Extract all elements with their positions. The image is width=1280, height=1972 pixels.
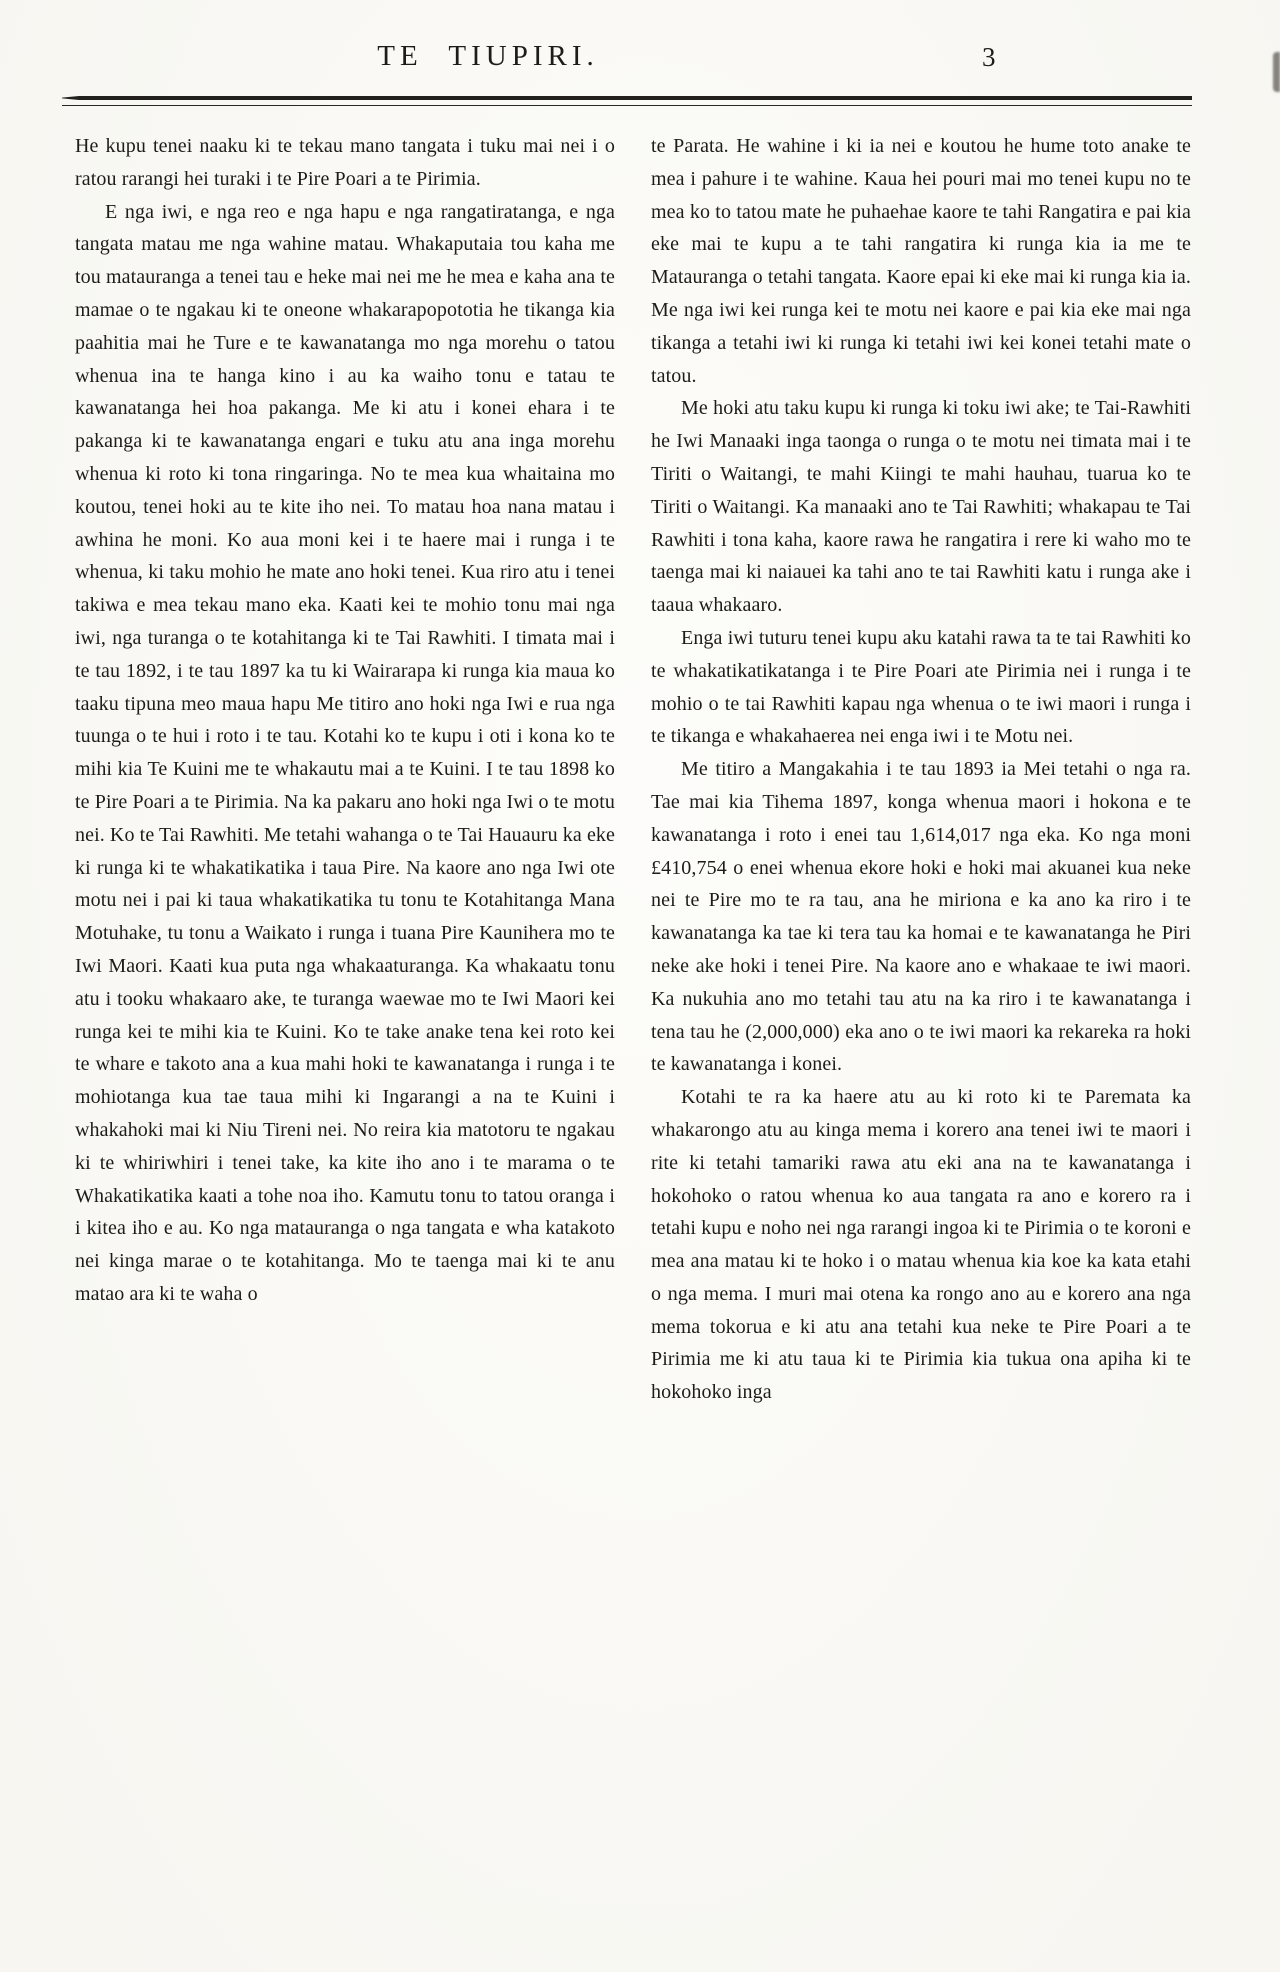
header-rule: [62, 96, 1192, 106]
article-paragraph: Me hoki atu taku kupu ki runga ki toku iwi ake; te Tai-Rawhiti he Iwi Manaaki inga taonga o runga o te motu nei timata mai i te Tiriti o Waitangi, te mahi Kiingi te mahi hauhau, tuarua ko te Tiriti o Waitangi. Ka manaaki ano te Tai Rawhiti; whakapau te Tai Rawhiti i tona kaha, kaore rawa he rangatira i rere ki waho mo te taenga mai ki naiauei ka tahi ano te tai Rawhiti katu i runga ake i taaua whakaaro.: [651, 397, 1191, 617]
header-rule-thick: [62, 96, 1192, 100]
scan-smudge-artifact: [1273, 52, 1280, 92]
article-paragraph: Enga iwi tuturu tenei kupu aku katahi rawa ta te tai Rawhiti ko te whakatikatikatanga i te Pire Poari ate Pirimia nei i runga i te mohio o te tai Rawhiti kapau nga whenua o te iwi maori i runga i te tikanga e whakahaerea nei enga iwi i te Motu nei.: [651, 626, 1191, 748]
page-title: TE TIUPIRI.: [377, 40, 599, 72]
article-body: [0, 106, 1280, 1409]
right-column: [651, 130, 1191, 1409]
left-column: [75, 130, 615, 1409]
article-paragraph: He kupu tenei naaku ki te tekau mano tangata i tuku mai nei i o ratou rarangi hei turaki i te Pire Poari a te Pirimia.: [75, 135, 615, 190]
page-number: 3: [982, 42, 996, 72]
masthead: [0, 0, 1280, 96]
article-paragraph: E nga iwi, e nga reo e nga hapu e nga rangatiratanga, e nga tangata matau me nga wahine matau. Whakaputaia tou kaha me tou matauranga a tenei tau e heke mai nei me he mea e kaha ana te mamae o te ngakau ki te oneone whakarapopototia he tikanga kia paahitia mai he Ture e te kawanatanga mo nga morehu o tatou whenua ina te hanga kino i au ka waiho tonu e tatau te kawanatanga hei hoa pakanga. Me ki atu i konei ehara i te pakanga ki te kawanatanga engari e tuku atu ana inga morehu whenua ki roto ki tona ringaringa. No te mea kua whaitaina mo koutou, tenei hoki au te kite iho nei. To matau hoa nana matau i awhina he moni. Ko aua moni kei i te haere mai i runga i te whenua, ki taku mohio he mate ano hoki tenei. Kua riro atu i tenei takiwa e mea tekau mano eka. Kaati kei te mohio tonu mai nga iwi, nga turanga o te kotahitanga ki te Tai Rawhiti. I timata mai i te tau 1892, i te tau 1897 ka tu ki Wairarapa ki runga kia maua ko taaku tipuna meo maua hapu Me titiro ano hoki nga Iwi e rua nga tuunga o te hui i roto i te tau. Kotahi ko te kupu i oti i kona ko te mihi kia Te Kuini me te whakautu mai a te Kuini. I te tau 1898 ko te Pire Poari a te Pirimia. Na ka pakaru ano hoki nga Iwi o te motu nei. Ko te Tai Rawhiti. Me tetahi wahanga o te Tai Hauauru ka eke ki runga ki te whakatikatika i taua Pire. Na kaore ano nga Iwi ote motu nei i pai ki taua whakatikatika tu tonu te Kotahitanga Mana Motuhake, tu tonu a Waikato i runga i tuana Pire Kaunihera mo te Iwi Maori. Kaati kua puta nga whakaaturanga. Ka whakaatu tonu atu i tooku whakaaro ake, te turanga waewae mo te Iwi Maori kei runga kei te mihi kia te Kuini. Ko te take anake tena kei roto kei te whare e takoto ana a kua mahi hoki te kawanatanga i runga i te mohiotanga kua tae taua mihi ki Ingarangi a na te Kuini i whakahoki mai ki Niu Tireni nei. No reira kia matotoru te ngakau ki te whiriwhiri i tenei take, ka kite iho ano i te marama o te Whakatikatika kaati a tohe noa iho. Kamutu tonu to tatou oranga i i kitea iho e au. Ko nga matauranga o nga tangata e wha katakoto nei kinga marae o te kotahitanga. Mo te taenga mai ki te anu matao ara ki te waha o: [75, 200, 616, 1305]
article-paragraph: Kotahi te ra ka haere atu au ki roto ki te Paremata ka whakarongo atu au kinga mema i korero ana tenei iwi te maori i rite ki tetahi tamariki rawa atu eki ana na te kawanatanga i hokohoko o ratou whenua ko aua tangata ra ano e korero ra i tetahi kupu e noho nei nga rarangi ingoa ki te Pirimia o te koroni e mea ana matau ki te hoko i o matau whenua kia koe ka kata etahi o nga mema. I muri mai otena ka rongo ano au e korero ana nga mema tokorua e ki atu ana tetahi kua neke te Pire Poari a te Pirimia me ki atu taua ki te Pirimia kia tukua ona apiha ki te hokohoko inga: [651, 1086, 1191, 1404]
article-paragraph: Me titiro a Mangakahia i te tau 1893 ia Mei tetahi o nga ra. Tae mai kia Tihema 1897, konga whenua maori i hokona e te kawanatanga i roto i enei tau 1,614,017 nga eka. Ko nga moni £410,754 o enei whenua ekore hoki e hoki mai akuanei kua neke nei te Pire mo te ra tau, ana he miriona e ka ano ka riro i te kawanatanga ka tae ki tera tau ka homai e te kawanatanga he Piri neke ake hoki i tenei Pire. Na kaore ano e whakaae te iwi maori. Ka nukuhia ano mo tetahi tau atu na ka riro i te kawanatanga i tena tau he (2,000,000) eka ano o te iwi maori ka rekareka ra hoki te kawanatanga i konei.: [651, 758, 1191, 1076]
article-paragraph: te Parata. He wahine i ki ia nei e koutou he hume toto anake te mea i pahure i te wahine. Kaua hei pouri mai mo tenei kupu no te mea ko to tatou mate he puhaehae kaore te tahi Rangatira e pai kia eke mai te kupu a te tahi rangatira ki runga kia ia me te Matauranga o tetahi tangata. Kaore epai ki eke mai ki runga kia ia. Me nga iwi kei runga kei te motu nei kaore e pai kia eke mai nga tikanga a tetahi iwi ki runga ki tetahi iwi kei konei tetahi mate o tatou.: [651, 135, 1191, 387]
